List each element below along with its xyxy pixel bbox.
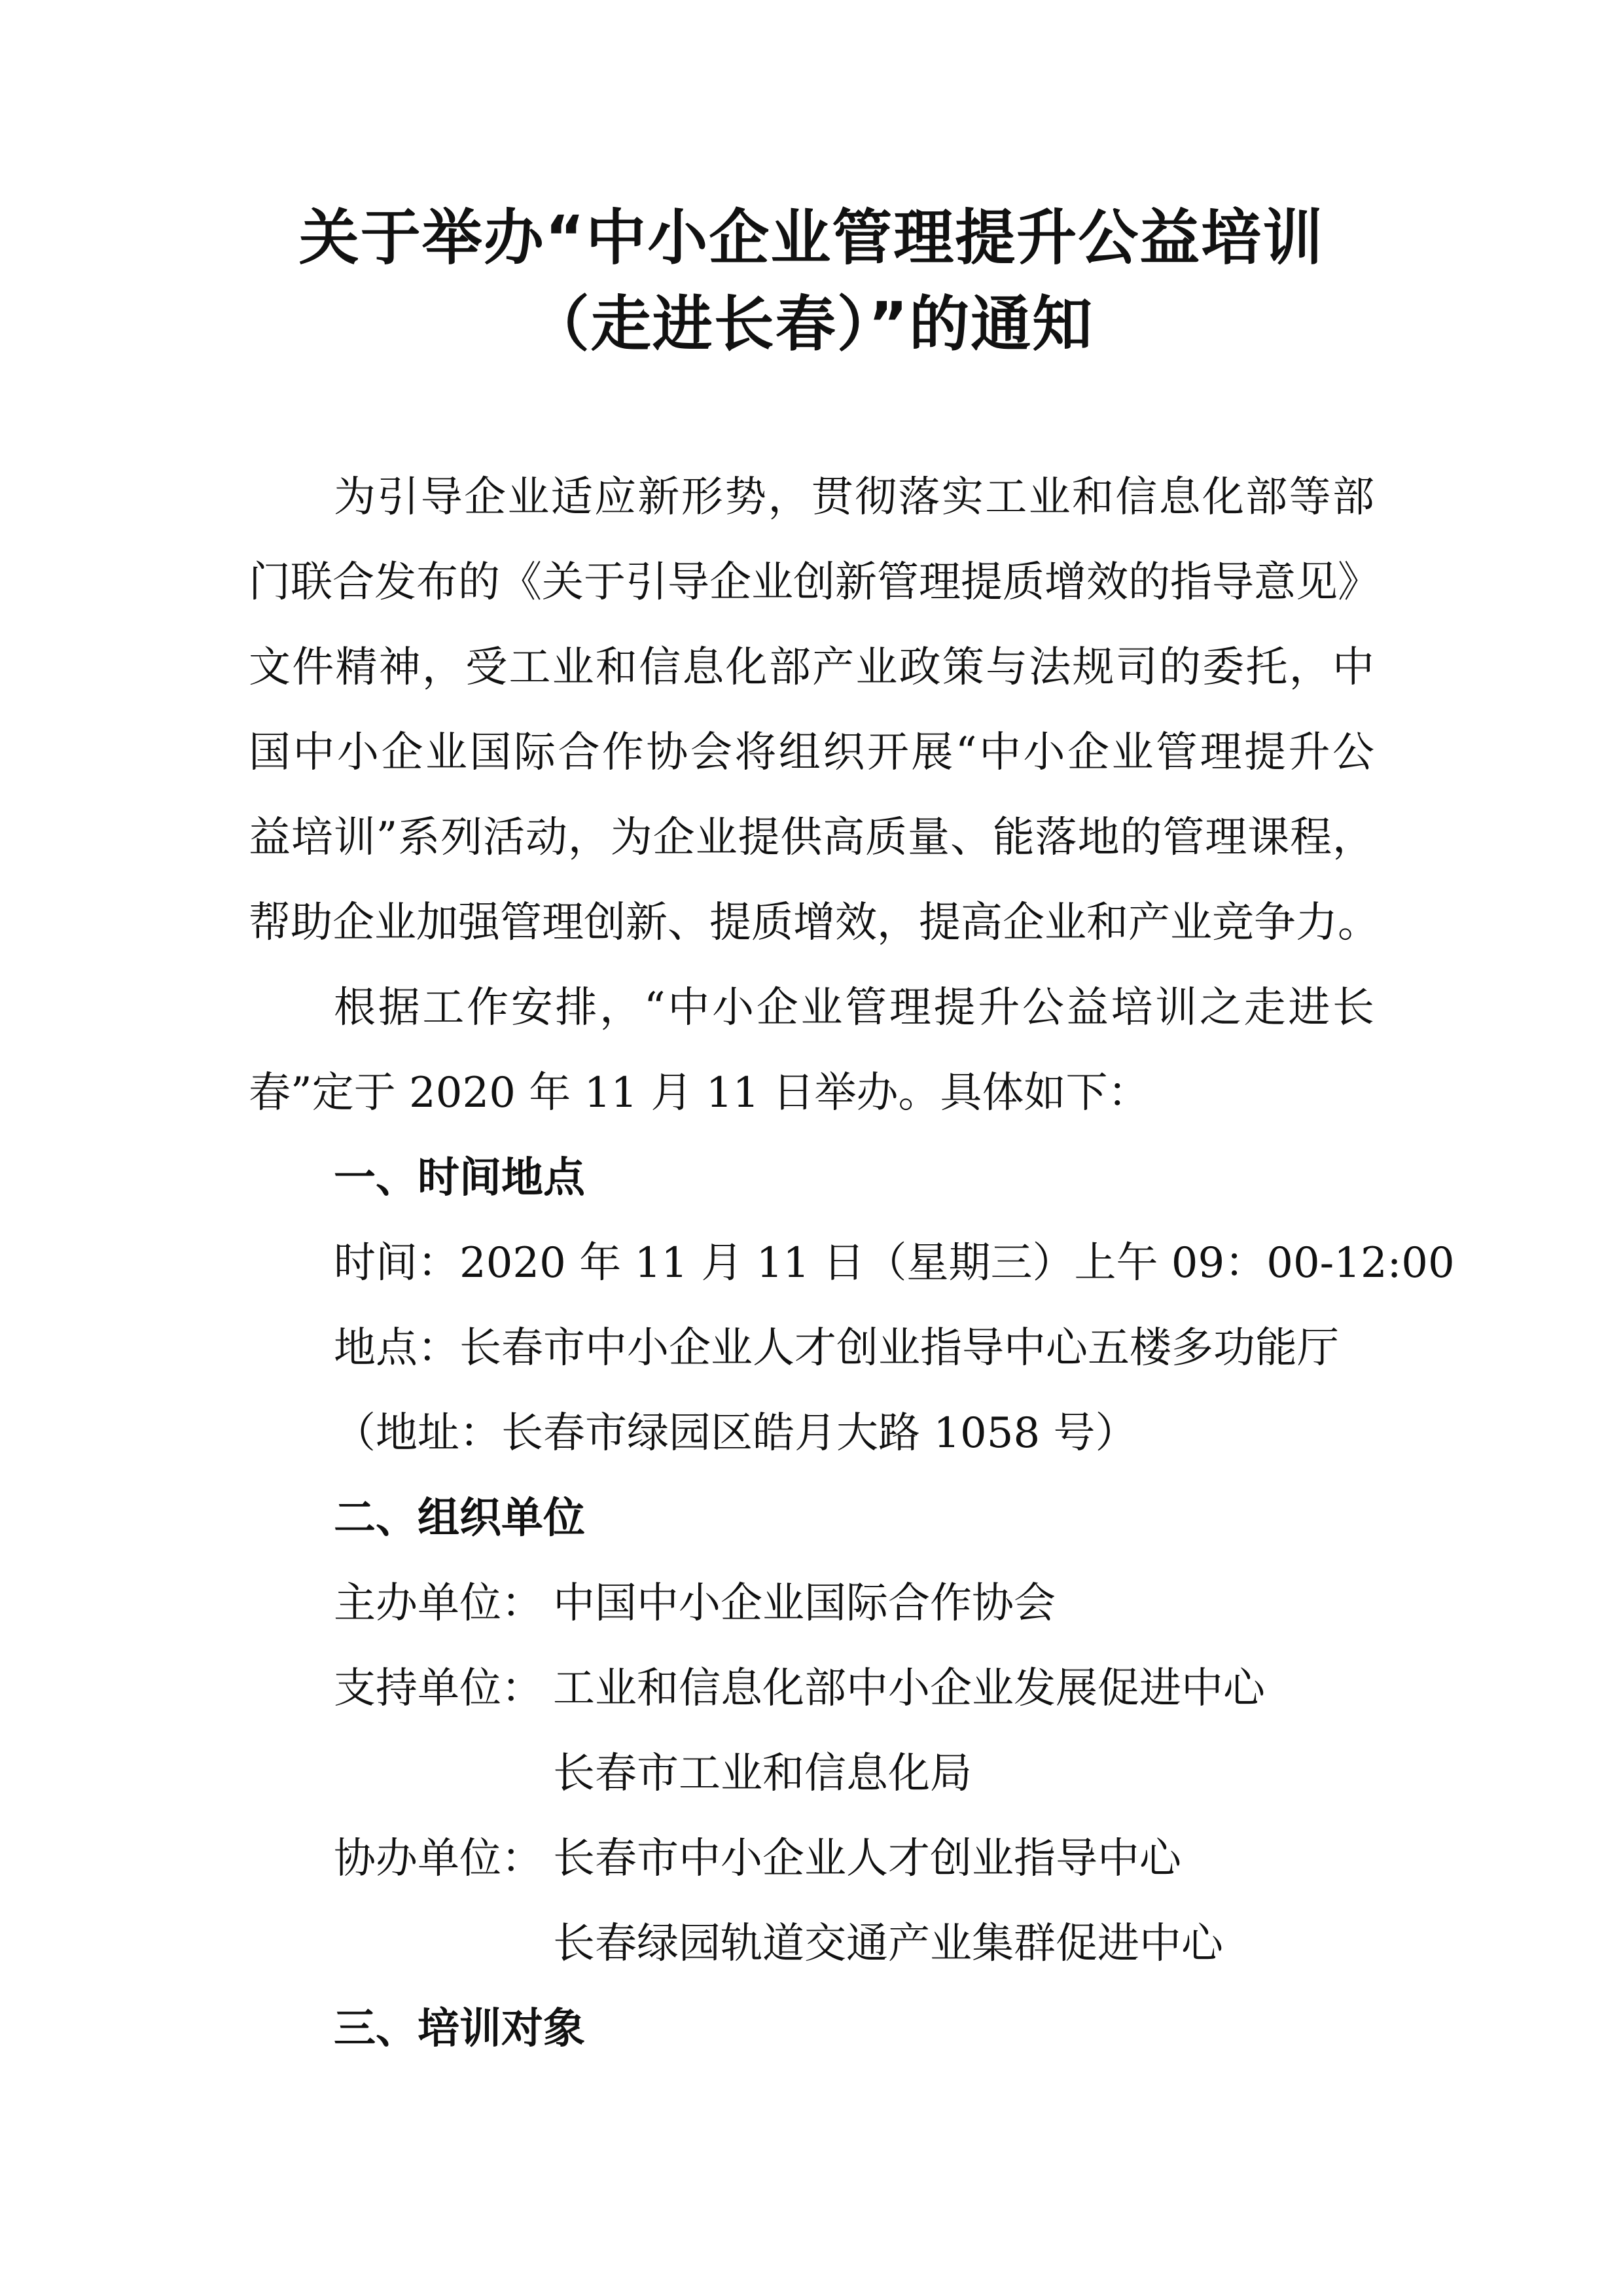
paragraph-1-line-1: 为引导企业适应新形势，贯彻落实工业和信息化部等部 [334,473,1374,522]
notice-title-line-1: 关于举办“中小企业管理提升公益培训 [298,203,1325,273]
host-unit-label: 主办单位： [334,1579,543,1628]
host-unit-value: 中国中小企业国际合作协会 [553,1579,1056,1628]
co-organizer-label: 协办单位： [334,1835,543,1883]
paragraph-1-line-6: 帮助企业加强管理创新、提质增效，提高企业和产业竞争力。 [249,899,1380,947]
section-1-address: （地址：长春市绿园区皓月大路 1058 号） [334,1409,1137,1458]
paragraph-2-line-2: 春”定于 2020 年 11 月 11 日举办。具体如下： [249,1069,1150,1117]
paragraph-1-line-4: 国中小企业国际合作协会将组织开展“中小企业管理提升公 [249,728,1374,777]
section-1-time: 时间：2020 年 11 月 11 日（星期三）上午 09：00-12:00 [334,1239,1455,1287]
paragraph-1-line-5: 益培训”系列活动，为企业提供高质量、能落地的管理课程， [249,814,1374,862]
support-unit-label: 支持单位： [334,1664,543,1713]
co-organizer-value-2: 长春绿园轨道交通产业集群促进中心 [553,1920,1223,1968]
section-1-heading: 一、时间地点 [334,1154,585,1202]
section-2-heading: 二、组织单位 [334,1494,585,1543]
paragraph-1-line-2: 门联合发布的《关于引导企业创新管理提质增效的指导意见》 [249,558,1380,607]
support-unit-value-1: 工业和信息化部中小企业发展促进中心 [553,1664,1265,1713]
paragraph-1-line-3: 文件精神，受工业和信息化部产业政策与法规司的委托，中 [249,643,1374,692]
section-1-place: 地点：长春市中小企业人才创业指导中心五楼多功能厅 [334,1324,1339,1372]
paragraph-2-line-1: 根据工作安排，“中小企业管理提升公益培训之走进长 [334,984,1374,1032]
section-3-heading: 三、培训对象 [334,2005,585,2053]
co-organizer-value-1: 长春市中小企业人才创业指导中心 [553,1835,1181,1883]
support-unit-value-2: 长春市工业和信息化局 [553,1749,972,1798]
notice-title-line-2: （走进长春）”的通知 [529,289,1094,359]
